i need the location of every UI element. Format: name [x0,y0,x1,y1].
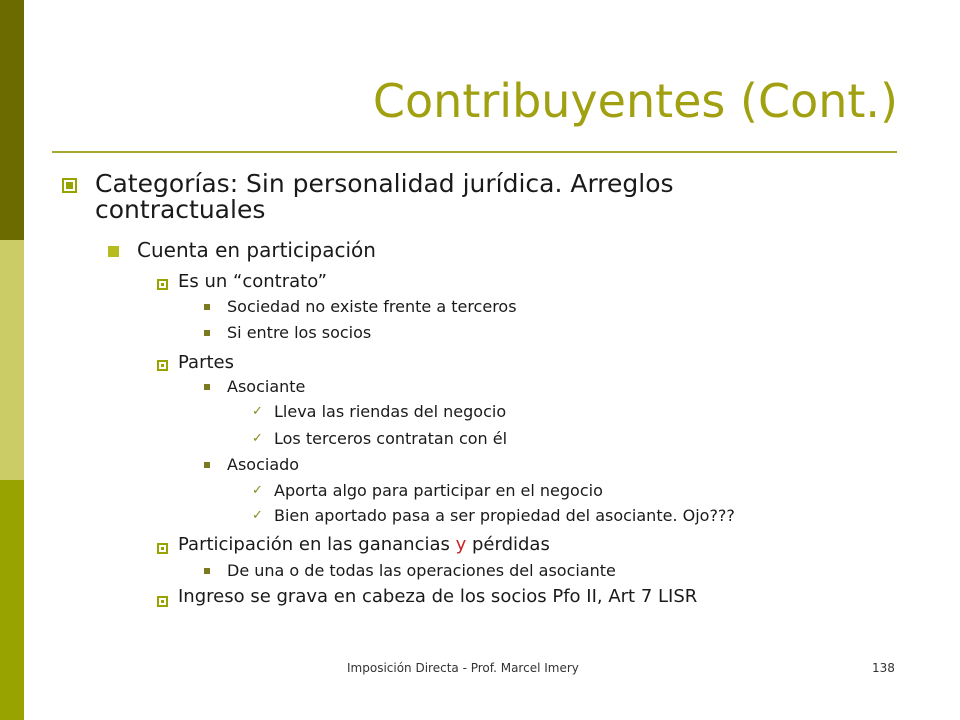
checkmark-bullet-icon: ✓ [252,431,263,446]
checkmark-bullet-icon: ✓ [252,483,263,498]
small-square-bullet-icon [204,304,210,310]
hollow-square-bullet-icon [157,543,168,554]
side-bar-top [0,0,24,240]
bullet-terceros-contratan: Los terceros contratan con él [274,429,508,448]
hollow-square-bullet-icon [62,178,77,193]
checkmark-bullet-icon: ✓ [252,508,263,523]
hollow-square-bullet-icon [157,360,168,371]
solid-square-bullet-icon [108,246,119,257]
bullet-es-un-contrato: Es un “contrato” [178,271,327,292]
bullet-sociedad-no-existe: Sociedad no existe frente a terceros [227,297,517,316]
bullet-text-line-2: contractuales [95,194,266,224]
small-square-bullet-icon [204,462,210,468]
bullet-cuenta-participacion: Cuenta en participación [137,238,376,262]
bullet-lleva-riendas: Lleva las riendas del negocio [274,402,507,421]
bullet-asociado: Asociado [227,455,300,474]
title-divider [52,151,897,153]
side-bar-middle [0,240,24,480]
bullet-si-entre-socios: Si entre los socios [227,323,372,342]
bullet-ingreso-se-grava: Ingreso se grava en cabeza de los socios Pfo II, Art 7 LISR [178,586,698,607]
footer-text: Imposición Directa - Prof. Marcel Imery [347,661,579,675]
slide-title: Contribuyentes (Cont.) [372,74,898,128]
bullet-asociante: Asociante [227,377,306,396]
bullet-participacion-ganancias [178,535,550,556]
bullet-categorias [95,170,674,225]
bullet-text-line-1: Categorías: Sin personalidad jurídica. Arreglos [95,169,674,198]
small-square-bullet-icon [204,568,210,574]
highlighted-conjunction: y [455,534,467,555]
hollow-square-bullet-icon [157,596,168,607]
bullet-bien-aportado: Bien aportado pasa a ser propiedad del asociante. Ojo??? [274,506,735,525]
checkmark-bullet-icon: ✓ [252,404,263,419]
bullet-aporta-algo: Aporta algo para participar en el negocio [274,481,603,500]
side-bar-bottom [0,480,24,720]
bullet-partes: Partes [178,352,234,373]
participacion-text: Participación en las ganancias [178,534,450,555]
page-number: 138 [872,661,895,675]
small-square-bullet-icon [204,330,210,336]
perdidas-text: pérdidas [472,534,550,555]
small-square-bullet-icon [204,384,210,390]
bullet-de-una-o-todas: De una o de todas las operaciones del asociante [227,561,616,580]
hollow-square-bullet-icon [157,279,168,290]
